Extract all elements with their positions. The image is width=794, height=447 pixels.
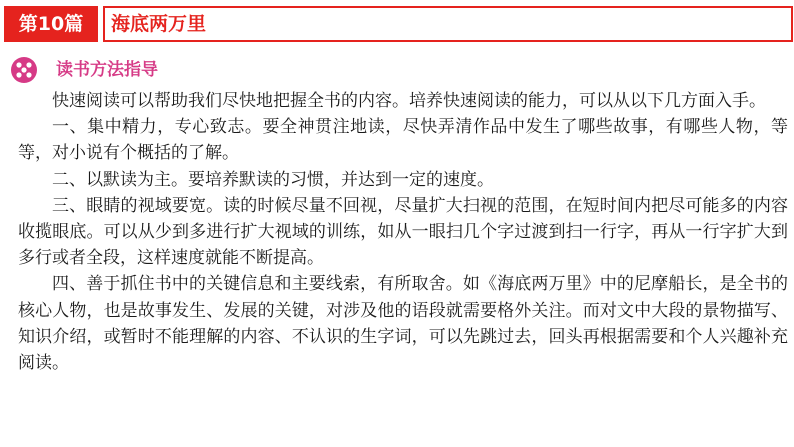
paragraph-point-2: 二、以默读为主。要培养默读的习惯，并达到一定的速度。 [52,169,494,190]
paragraph-point-3: 三、眼睛的视域要宽。读的时候尽量不回视，尽量扩大扫视的范围，在短时间内把尽可能多的内容收揽眼底。可以从少到多进行扩大视域的训练，如从一眼扫几个字过渡到扫一行字，再从一行字扩大到多行或者全段，这样速度就能不断提高。 [18,195,788,269]
paragraph-point-4: 四、善于抓住书中的关键信息和主要线索，有所取舍。如《海底两万里》中的尼摩船长，是全书的核心人物，也是故事发生、发展的关键，对涉及他的语段就需要格外关注。而对文中大段的景物描写、知识介绍，或暂时不能理解的内容、不认识的生字词，可以先跳过去，回头再根据需要和个人兴趣补充阅读。 [18,274,788,374]
chapter-title: 海底两万里 [111,13,207,35]
pink-dots-circle-icon [10,56,38,84]
paragraph-point-1: 一、集中精力，专心致志。要全神贯注地读，尽快弄清作品中发生了哪些故事，有哪些人物，等等，对小说有个概括的了解。 [18,117,788,164]
page-header [0,6,794,42]
chapter-badge: 第10篇 [4,6,98,42]
section-title: 读书方法指导 [56,60,158,80]
chapter-title-box [103,6,793,42]
section-heading [10,56,158,84]
paragraph-intro: 快速阅读可以帮助我们尽快地把握全书的内容。培养快速阅读的能力，可以从以下几方面入手。 [52,91,766,111]
body-text [18,88,788,376]
